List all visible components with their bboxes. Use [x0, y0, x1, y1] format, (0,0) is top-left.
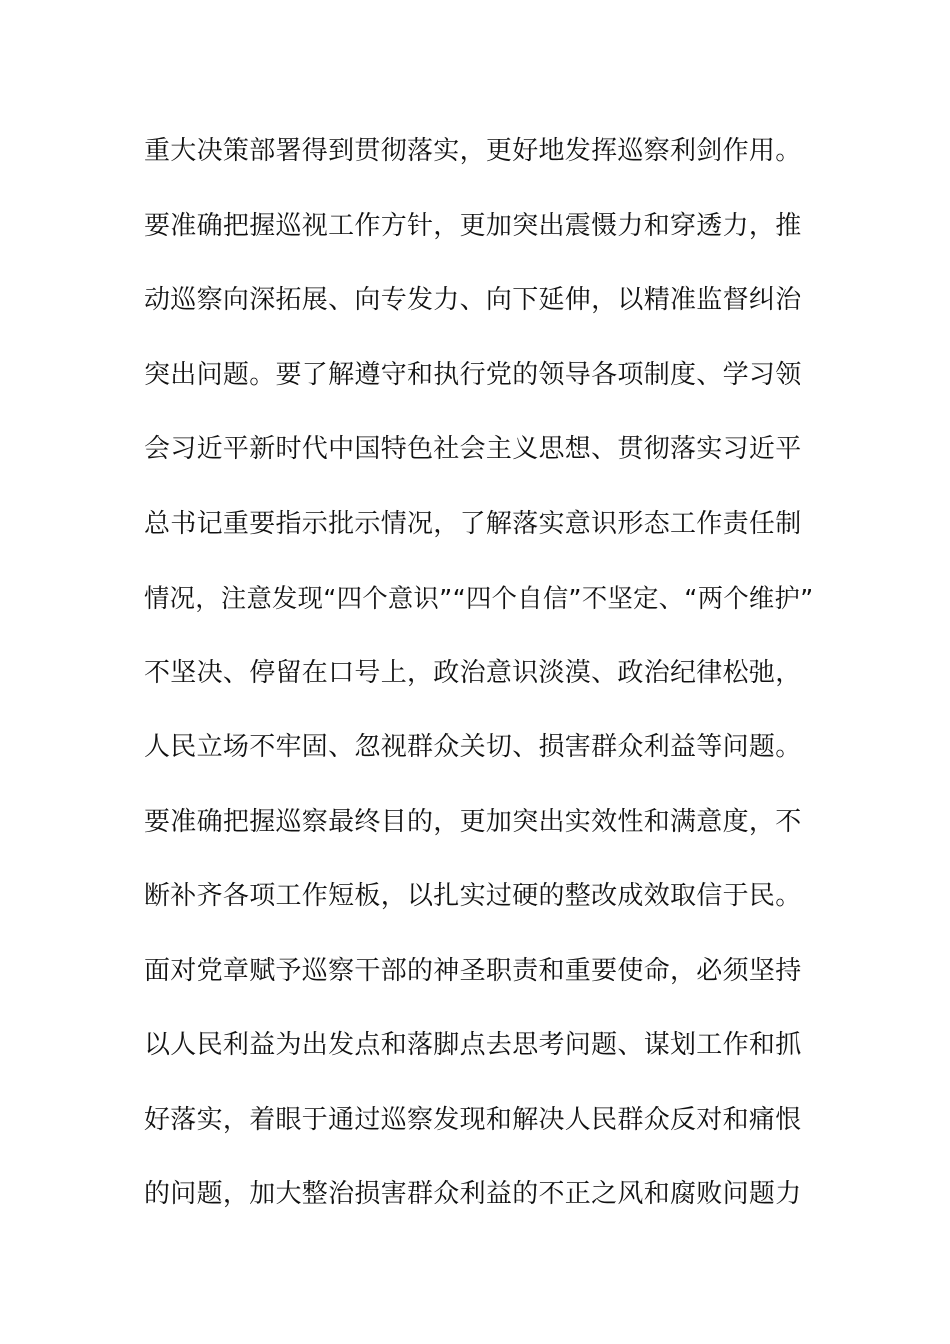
- text-line: 要准确把握巡察最终目的，更加突出实效性和满意度，不: [144, 806, 802, 837]
- text-line: 断补齐各项工作短板，以扎实过硬的整改成效取信于民。: [144, 881, 802, 911]
- text-line: 会习近平新时代中国特色社会主义思想、贯彻落实习近平: [144, 434, 802, 464]
- text-line: 要准确把握巡视工作方针，更加突出震慑力和穿透力，推: [144, 210, 802, 241]
- text-line: 好落实，着眼于通过巡察发现和解决人民群众反对和痛恨: [144, 1104, 802, 1135]
- text-line: 的问题，加大整治损害群众利益的不正之风和腐败问题力: [144, 1179, 802, 1209]
- text-line: 重大决策部署得到贯彻落实，更好地发挥巡察利剑作用。: [144, 136, 802, 166]
- body-text: [144, 126, 814, 1244]
- text-line: 突出问题。要了解遵守和执行党的领导各项制度、学习领: [144, 359, 802, 390]
- text-line: 总书记重要指示批示情况，了解落实意识形态工作责任制: [144, 508, 802, 539]
- text-line: 动巡察向深拓展、向专发力、向下延伸，以精准监督纠治: [144, 285, 802, 315]
- text-line: 人民立场不牢固、忽视群众关切、损害群众利益等问题。: [144, 732, 802, 762]
- text-line: 不坚决、停留在口号上，政治意识淡漠、政治纪律松弛，: [144, 657, 802, 688]
- text-line: 情况，注意发现“四个意识”“四个自信”不坚定、“两个维护”: [144, 583, 814, 613]
- text-line: 面对党章赋予巡察干部的神圣职责和重要使命，必须坚持: [144, 955, 802, 986]
- text-line: 以人民利益为出发点和落脚点去思考问题、谋划工作和抓: [144, 1030, 802, 1060]
